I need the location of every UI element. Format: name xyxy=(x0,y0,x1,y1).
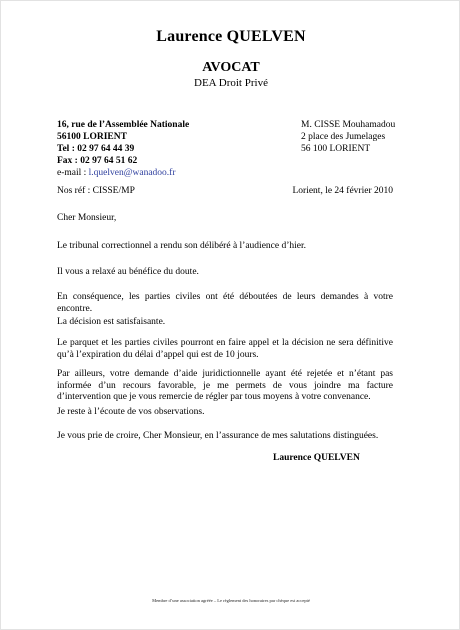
paragraph-consequence: En conséquence, les parties civiles ont été déboutées de leurs demandes à votre encontre. xyxy=(57,292,393,314)
signature: Laurence QUELVEN xyxy=(273,453,360,463)
paragraph-verdict: Le tribunal correctionnel a rendu son délibéré à l’audience d’hier. xyxy=(57,241,306,251)
paragraph-acquittal: Il vous a relaxé au bénéfice du doute. xyxy=(57,267,199,277)
sender-email-line xyxy=(57,167,189,179)
recipient-address-line2: 56 100 LORIENT xyxy=(301,144,371,154)
letterhead-profession: AVOCAT xyxy=(202,60,260,75)
reference-line xyxy=(57,186,393,196)
sender-email-label: e-mail : xyxy=(57,168,89,178)
sender-block xyxy=(57,119,189,179)
sender-address-line2: 56100 LORIENT xyxy=(57,132,127,142)
sender-address-line1: 16, rue de l’Assemblée Nationale xyxy=(57,120,190,130)
paragraph-satisfaction: La décision est satisfaisante. xyxy=(57,317,166,327)
salutation: Cher Monsieur, xyxy=(57,213,117,223)
paragraph-appeal: Le parquet et les parties civiles pourront en faire appel et la décision ne sera définitive qu’à l’expiration du délai d’appel qui est de 10 jours. xyxy=(57,338,393,360)
recipient-name: M. CISSE Mouhamadou xyxy=(301,120,396,130)
paragraph-availability: Je reste à l’écoute de vos observations. xyxy=(57,407,205,417)
sender-fax: Fax : 02 97 64 51 62 xyxy=(57,156,138,166)
reference-number: Nos réf : CISSE/MP xyxy=(57,186,135,196)
paragraph-closing: Je vous prie de croire, Cher Monsieur, en l’assurance de mes salutations distinguées. xyxy=(57,431,379,441)
recipient-address-line1: 2 place des Jumelages xyxy=(301,132,386,142)
letterhead-degree: DEA Droit Privé xyxy=(194,77,268,89)
footer-note: Membre d’une association agréée – Le règlement des honoraires par chèque est accepté xyxy=(152,598,310,603)
sender-tel: Tel : 02 97 64 44 39 xyxy=(57,144,135,154)
letterhead-name: Laurence QUELVEN xyxy=(156,28,306,45)
recipient-block xyxy=(301,119,395,155)
sender-email-link[interactable]: l.quelven@wanadoo.fr xyxy=(88,168,176,178)
paragraph-invoice: Par ailleurs, votre demande d’aide juridictionnelle ayant été rejetée et n’étant pas informée d’un recours favorable, je me permets de vous joindre ma facture d’intervention que je vous remercie de régler par tous moyens à votre convenance. xyxy=(57,369,393,402)
place-date: Lorient, le 24 février 2010 xyxy=(292,186,393,196)
